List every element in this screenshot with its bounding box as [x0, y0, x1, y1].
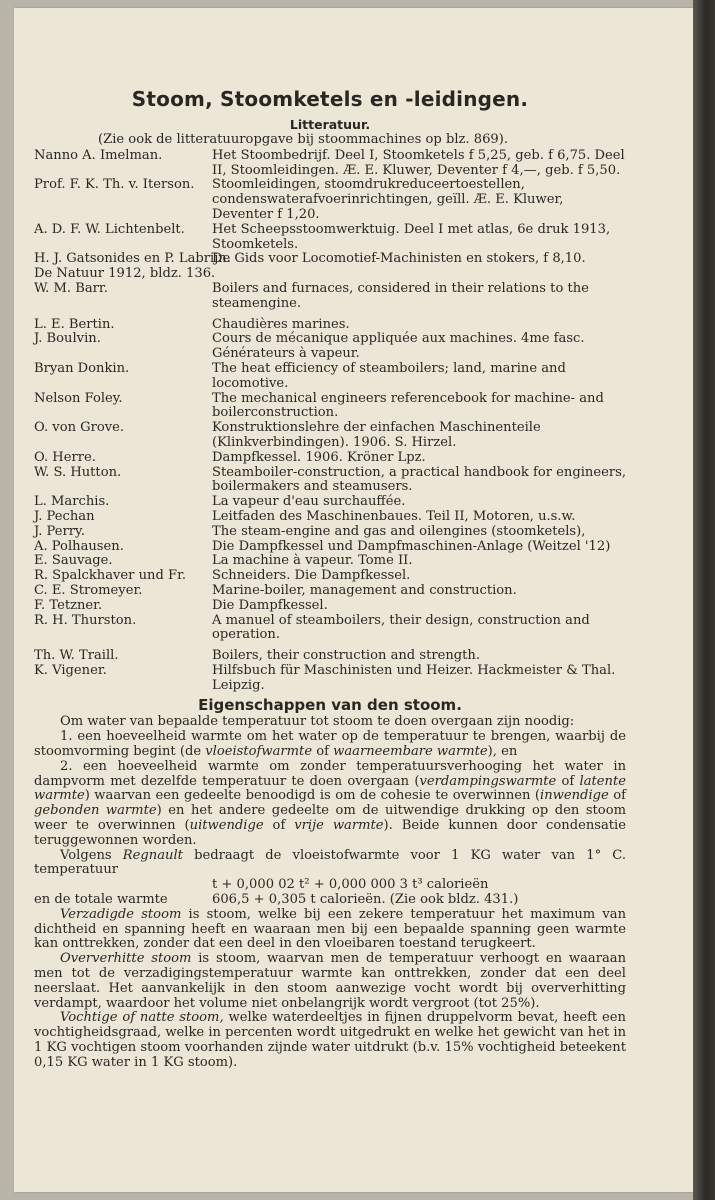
bib-work: Schneiders. Die Dampfkessel.	[212, 568, 411, 584]
formula-label	[34, 878, 212, 893]
bib-author: Prof. F. K. Th. v. Iterson.	[34, 177, 195, 193]
bib-author: O. von Grove.	[34, 420, 125, 436]
bib-author: J. Perry.	[34, 523, 85, 539]
bib-work: The steam-engine and gas and oilengines (stoomketels),	[212, 523, 586, 539]
formula-label: en de totale warmte	[34, 892, 168, 908]
bib-author: H. J. Gatsonides en P. Labrijn.	[34, 251, 231, 267]
section-heading: Eigenschappen van den stoom.	[198, 696, 462, 715]
bib-author: J. Boulvin.	[34, 331, 101, 347]
bib-work: Boilers, their construction and strength.	[212, 648, 481, 664]
bib-author: K. Vigener.	[34, 662, 107, 678]
page-title: Stoom, Stoomketels en -leidingen.	[131, 87, 529, 111]
bib-author: J. Pechan	[34, 508, 95, 524]
formula-expression: t + 0,000 02 t² + 0,000 000 3 t³ calorieën	[212, 877, 489, 893]
paragraph-text: of	[312, 744, 334, 760]
italic-term: gebonden warmte	[34, 803, 157, 819]
bib-work: Marine-boiler, management and construction.	[212, 582, 517, 598]
paragraph-text: is stoom, welke bij een zekere temperatuur het maximum van dichtheid en spanning heeft en waaraan men bij een bepaalde spanning geen warmte kan onttrekken, zonder dat een deel in den vloeibaren toestand terugkeert.	[34, 906, 627, 952]
bib-work: Stoomleidingen, stoomdrukreduceertoestellen, condenswaterafvoerinrichtingen, geïll. Æ. E. Kluwer, Deventer f 1,20.	[212, 177, 564, 222]
italic-term: vrije warmte	[294, 818, 384, 834]
paragraph-text: welke waterdeeltjes in fijnen druppelvorm bevat, heeft een vochtigheidsgraad, welke in percenten wordt uitgedrukt en welke het gewicht van het in 1 KG vochtigen stoom voorhanden zijnde water uitdrukt (b.v. 15% vochtigheid beteekent 0,15 KG water in 1 KG stoom).	[34, 1010, 626, 1070]
page-content	[34, 86, 626, 1071]
italic-term: latente warmte	[34, 773, 626, 804]
literature-heading: Litteratuur.	[289, 117, 371, 132]
bib-work: Het Scheepsstoomwerktuig. Deel I met atlas, 6e druk 1913, Stoomketels.	[212, 221, 611, 252]
bib-author: Nelson Foley.	[34, 390, 123, 406]
bib-author: E. Sauvage.	[34, 553, 113, 569]
paragraph	[34, 760, 626, 849]
italic-term: Verzadigde stoom	[60, 906, 182, 922]
paragraph-text: 2. een hoeveelheid warmte om zonder temperatuursverhooging het water in dampvorm met dezelfde temperatuur te doen overgaan (	[34, 758, 626, 789]
paragraph-text: ) waarvan een gedeelte benoodigd is om de cohesie te overwinnen (	[84, 788, 541, 804]
italic-term: Vochtige of natte stoom,	[60, 1010, 224, 1026]
bib-work: The mechanical engineers referencebook for machine- and boilerconstruction.	[212, 390, 604, 421]
italic-term: waarneembare warmte	[333, 744, 488, 760]
paragraph	[34, 730, 626, 760]
italic-term: Regnault	[122, 847, 183, 863]
formula-total-heat	[34, 893, 626, 908]
bib-author: A. D. F. W. Lichtenbelt.	[34, 221, 185, 237]
paragraph	[34, 1011, 626, 1070]
bib-author: A. Polhausen.	[34, 538, 124, 554]
bib-work: Die Dampfkessel.	[212, 597, 328, 613]
bib-author: Nanno A. Imelman.	[34, 147, 163, 163]
bib-author: W. M. Barr.	[34, 280, 108, 296]
bib-author: Th. W. Traill.	[34, 648, 119, 664]
bib-work: Die Dampfkessel und Dampfmaschinen-Anlage (Weitzel '12)	[212, 538, 611, 554]
book-page	[14, 8, 694, 1192]
bib-work: The heat efficiency of steamboilers; land, marine and locomotive.	[212, 360, 566, 391]
formula-expression: 606,5 + 0,305 t calorieën. (Zie ook bldz. 431.)	[212, 892, 519, 908]
bib-work: Chaudières marines.	[212, 316, 350, 332]
italic-term: Oververhitte stoom	[60, 951, 192, 967]
paragraph-text: ). Beide kunnen door condensatie teruggewonnen worden.	[34, 818, 626, 848]
bib-work: La machine à vapeur. Tome II.	[212, 553, 413, 569]
bib-work: Het Stoombedrijf. Deel I, Stoomketels f 5,25, geb. f 6,75. Deel II, Stoomleidingen. Æ. E. Kluwer, Deventer f 4,—, geb. f 5,50.	[212, 147, 625, 178]
bib-author: O. Herre.	[34, 449, 96, 465]
paragraph	[34, 908, 626, 952]
formula-liquid-heat	[34, 878, 626, 893]
bibliography-list-a	[34, 149, 626, 267]
italic-term: vloeistofwarmte	[205, 744, 313, 760]
paragraph-text: of	[556, 773, 580, 789]
bib-author: R. Spalckhaver und Fr.	[34, 568, 187, 584]
bib-work: Steamboiler-construction, a practical handbook for engineers, boilermakers and steamusers.	[212, 464, 626, 495]
paragraph-text: Volgens	[60, 847, 123, 863]
paragraph-text: ), en	[487, 744, 518, 760]
bib-work: Boilers and furnaces, considered in their relations to the steamengine.	[212, 280, 589, 311]
book-spine-edge	[693, 0, 715, 1200]
paragraph-text: Om water van bepaalde temperatuur tot stoom te doen overgaan zijn noodig:	[60, 714, 575, 730]
bib-work: A manuel of steamboilers, their design, construction and operation.	[212, 612, 590, 643]
bib-work: Leitfaden des Maschinenbaues. Teil II, Motoren, u.s.w.	[212, 508, 576, 524]
bib-work: Dampfkessel. 1906. Kröner Lpz.	[212, 449, 426, 465]
paragraph-text: is stoom, waarvan men de temperatuur verhoogt en waaraan men tot de verzadigingstemperatuur warmte kan onttrekken, zonder dat een deel neerslaat. Het aanvankelijk in den stoom aanwezige vocht wordt bij oververhitting verdampt, waardoor het volume niet onbelangrijk wordt vergroot (tot 25%).	[34, 951, 627, 1011]
paragraph-text: bedraagt de vloeistofwarmte voor 1 KG water van 1° C. temperatuur	[34, 847, 626, 878]
bib-work: Konstruktionslehre der einfachen Maschinenteile (Klinkverbindingen). 1906. S. Hirzel.	[212, 420, 541, 450]
bib-author: L. Marchis.	[34, 494, 110, 510]
italic-term: inwendige	[540, 788, 609, 804]
bib-author: Bryan Donkin.	[34, 360, 130, 376]
bib-author: C. E. Stromeyer.	[34, 582, 143, 598]
bibliography-list-b	[34, 282, 626, 694]
bib-work: Cours de mécanique appliquée aux machines. 4me fasc. Générateurs à vapeur.	[212, 331, 585, 362]
natuur-reference: De Natuur 1912, bldz. 136.	[34, 266, 216, 282]
paragraph	[34, 849, 626, 879]
paragraph	[34, 715, 626, 730]
bib-work: La vapeur d'eau surchauffée.	[212, 494, 406, 510]
bib-author: F. Tetzner.	[34, 597, 103, 613]
bib-work: De Gids voor Locomotief-Machinisten en stokers, f 8,10.	[212, 251, 586, 267]
bib-work: Hilfsbuch für Maschinisten und Heizer. Hackmeister & Thal. Leipzig.	[212, 662, 616, 693]
bib-author: W. S. Hutton.	[34, 464, 122, 480]
italic-term: verdampingswarmte	[419, 773, 557, 789]
italic-term: uitwendige	[189, 818, 264, 834]
paragraph-text: ) en het andere gedeelte om de uitwendige drukking op den stoom weer te overwinnen (	[34, 803, 626, 834]
bib-author: R. H. Thurston.	[34, 612, 137, 628]
paragraph-text: of	[263, 818, 295, 834]
paragraph-text: of	[608, 788, 626, 804]
paragraph	[34, 952, 626, 1011]
paragraph-text: 1. een hoeveelheid warmte om het water op de temperatuur te brengen, waarbij de stoomvorming begint (de	[34, 729, 626, 760]
literature-intro: (Zie ook de litteratuuropgave bij stoommachines op blz. 869).	[98, 132, 508, 147]
bib-author: L. E. Bertin.	[34, 316, 115, 332]
